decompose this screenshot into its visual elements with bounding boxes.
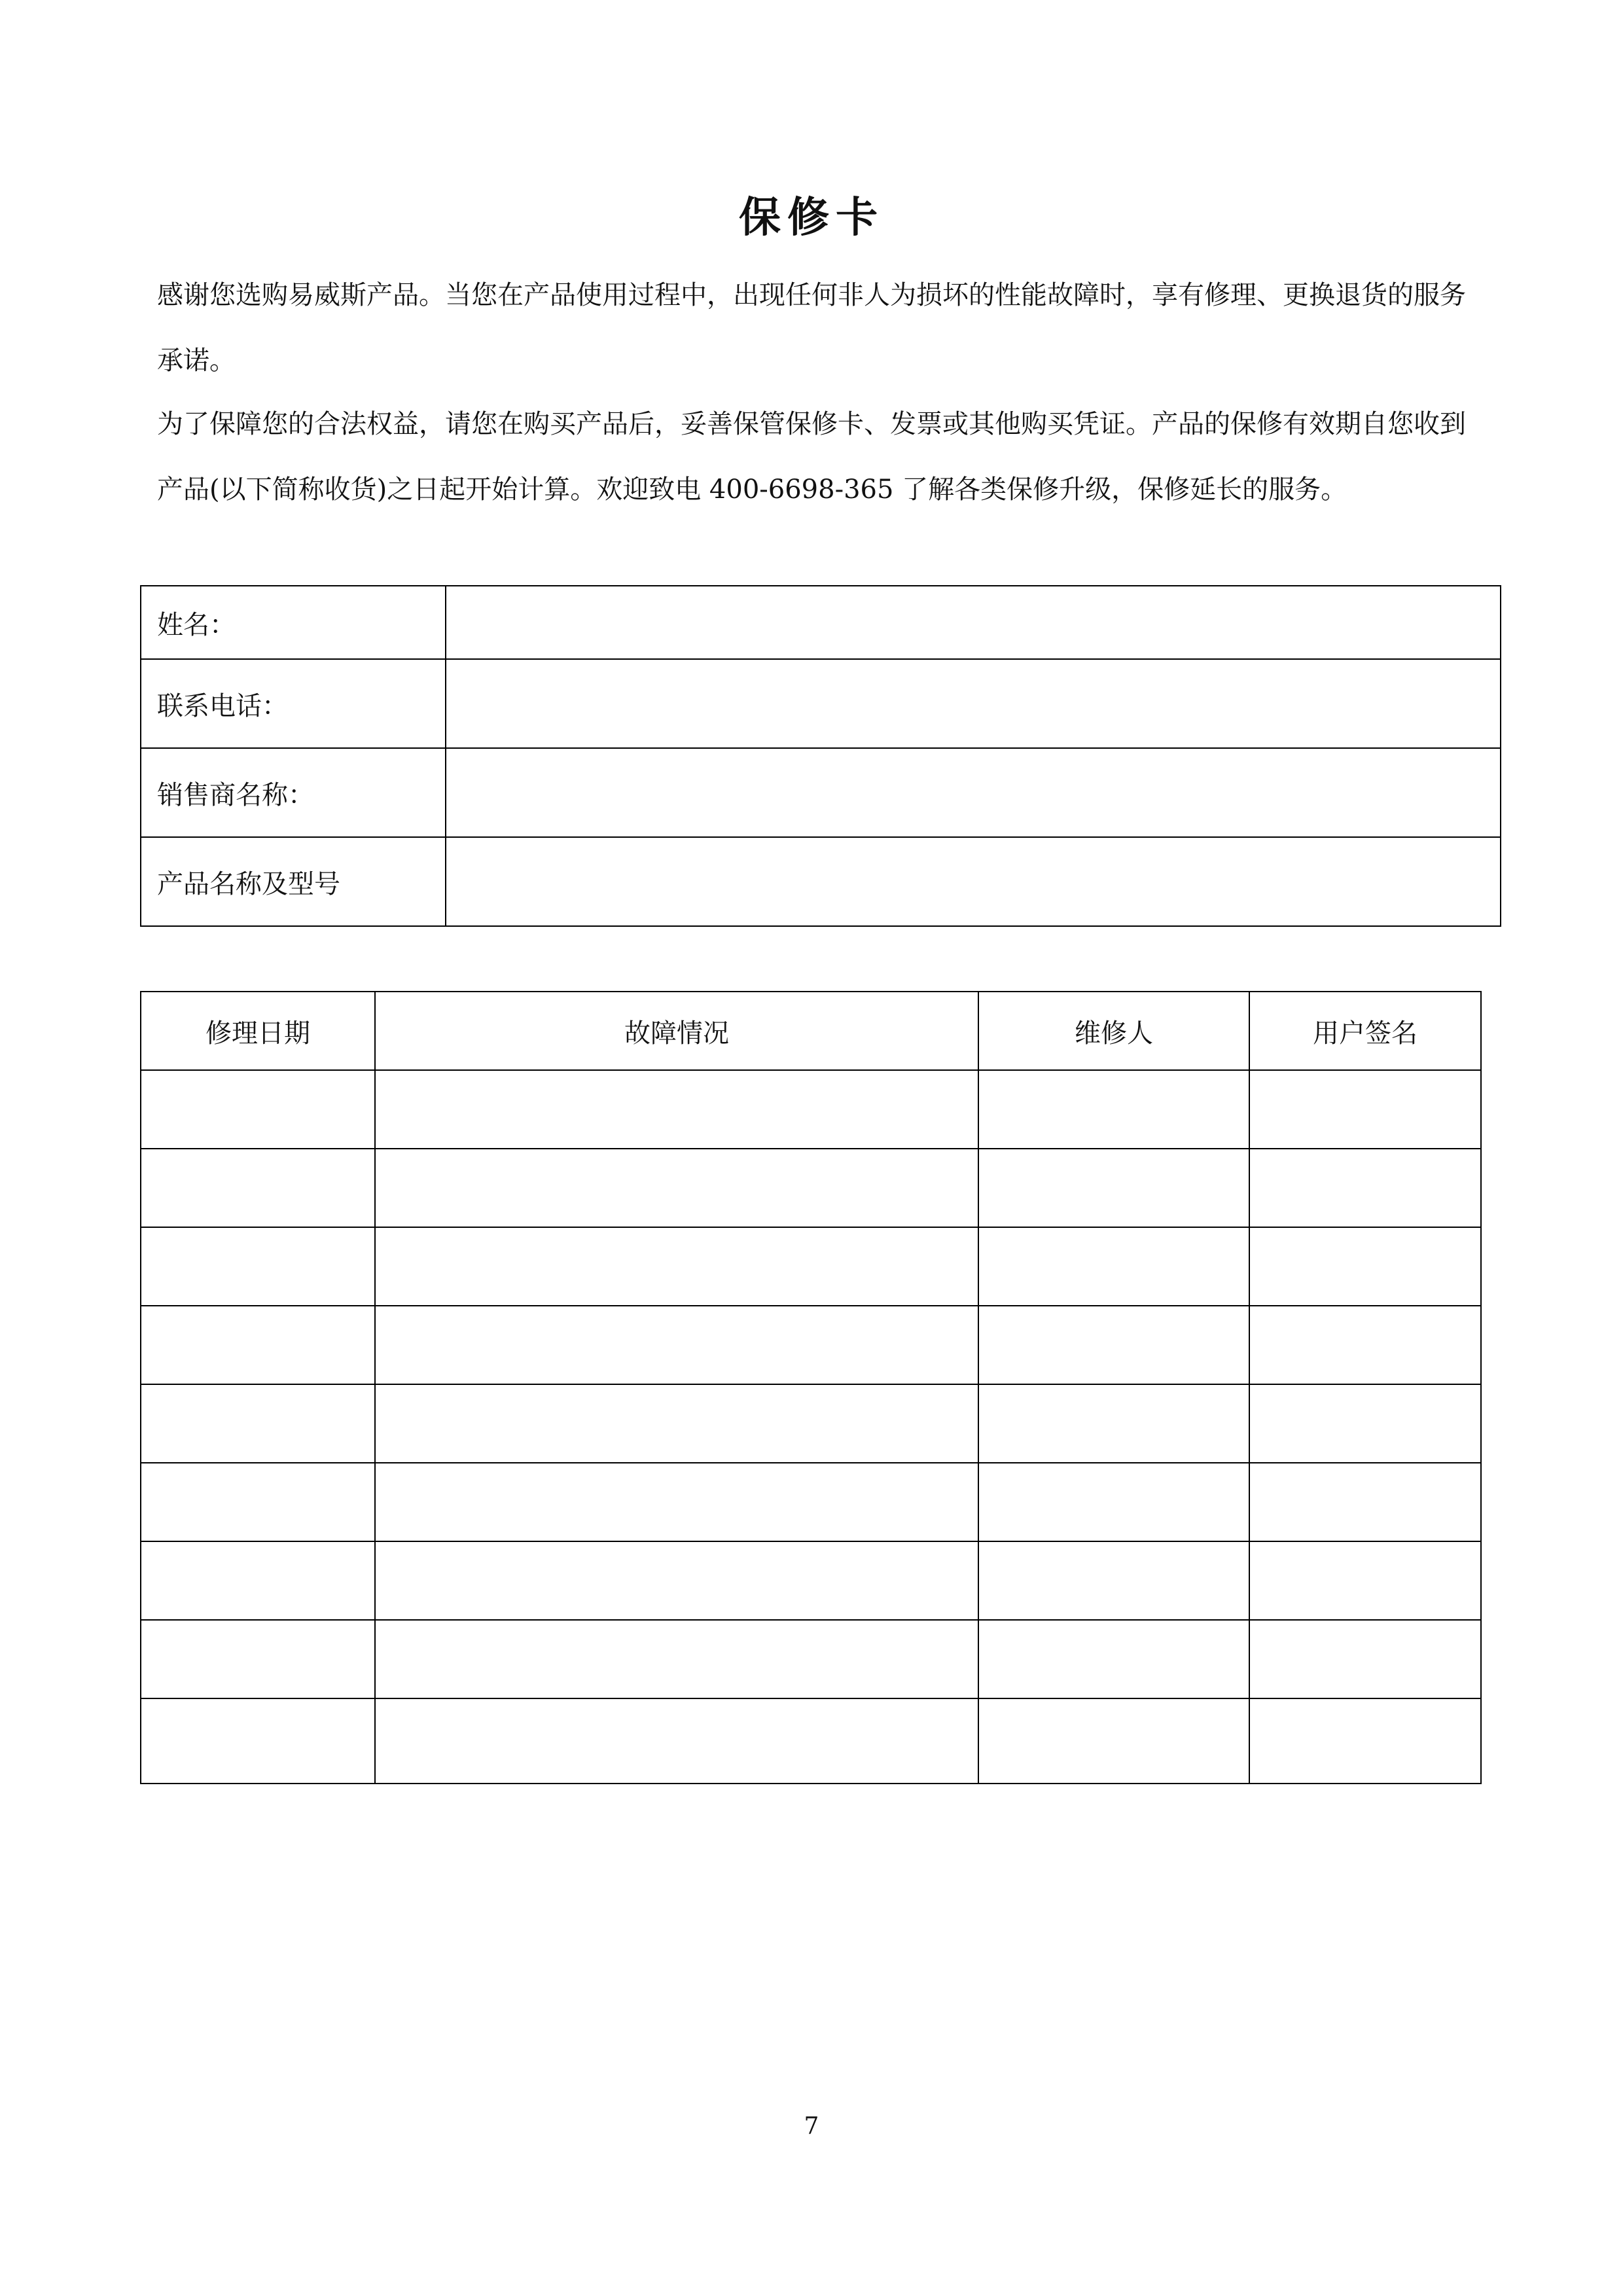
fault-description-cell[interactable] bbox=[375, 1463, 978, 1541]
fault-description-header: 故障情况 bbox=[375, 992, 978, 1070]
repair-date-cell[interactable] bbox=[141, 1620, 375, 1698]
rights-paragraph: 为了保障您的合法权益，请您在购买产品后，妥善保管保修卡、发票或其他购买凭证。产品的保修有效期自您收到产品(以下简称收货)之日起开始计算。欢迎致电 400-6698-365 了解各类保修升级，保修延长的服务。 bbox=[157, 409, 1466, 505]
repairer-cell[interactable] bbox=[978, 1541, 1249, 1620]
repairer-cell[interactable] bbox=[978, 1463, 1249, 1541]
dealer-label: 销售商名称： bbox=[141, 748, 446, 837]
dealer-field[interactable] bbox=[446, 748, 1501, 837]
repairer-header: 维修人 bbox=[978, 992, 1249, 1070]
user-signature-cell[interactable] bbox=[1249, 1070, 1481, 1149]
repair-header-row bbox=[141, 992, 1481, 1070]
repair-table-body bbox=[141, 1070, 1481, 1784]
table-row bbox=[141, 1070, 1481, 1149]
repairer-cell[interactable] bbox=[978, 1070, 1249, 1149]
fault-description-cell[interactable] bbox=[375, 1070, 978, 1149]
repair-date-cell[interactable] bbox=[141, 1698, 375, 1784]
product-field[interactable] bbox=[446, 837, 1501, 926]
table-row bbox=[141, 1620, 1481, 1698]
table-row bbox=[141, 1149, 1481, 1227]
table-row bbox=[141, 1463, 1481, 1541]
table-row bbox=[141, 1306, 1481, 1384]
fault-description-cell[interactable] bbox=[375, 1620, 978, 1698]
fault-description-cell[interactable] bbox=[375, 1541, 978, 1620]
info-row-name bbox=[141, 586, 1501, 659]
table-row bbox=[141, 1384, 1481, 1463]
info-row-phone bbox=[141, 659, 1501, 748]
repair-date-cell[interactable] bbox=[141, 1384, 375, 1463]
user-signature-cell[interactable] bbox=[1249, 1149, 1481, 1227]
repair-date-cell[interactable] bbox=[141, 1463, 375, 1541]
repairer-cell[interactable] bbox=[978, 1227, 1249, 1306]
fault-description-cell[interactable] bbox=[375, 1384, 978, 1463]
repair-date-header: 修理日期 bbox=[141, 992, 375, 1070]
repairer-cell[interactable] bbox=[978, 1149, 1249, 1227]
user-signature-cell[interactable] bbox=[1249, 1541, 1481, 1620]
intro-paragraph: 感谢您选购易威斯产品。当您在产品使用过程中，出现任何非人为损坏的性能故障时，享有修理、更换退货的服务承诺。 bbox=[157, 280, 1466, 376]
product-label: 产品名称及型号 bbox=[141, 837, 446, 926]
repair-date-cell[interactable] bbox=[141, 1306, 375, 1384]
user-signature-cell[interactable] bbox=[1249, 1384, 1481, 1463]
table-row bbox=[141, 1227, 1481, 1306]
fault-description-cell[interactable] bbox=[375, 1698, 978, 1784]
fault-description-cell[interactable] bbox=[375, 1306, 978, 1384]
repair-date-cell[interactable] bbox=[141, 1227, 375, 1306]
user-signature-cell[interactable] bbox=[1249, 1227, 1481, 1306]
user-signature-cell[interactable] bbox=[1249, 1463, 1481, 1541]
user-signature-cell[interactable] bbox=[1249, 1620, 1481, 1698]
user-signature-header: 用户签名 bbox=[1249, 992, 1481, 1070]
phone-field[interactable] bbox=[446, 659, 1501, 748]
name-label: 姓名： bbox=[141, 586, 446, 659]
info-row-product bbox=[141, 837, 1501, 926]
phone-label: 联系电话： bbox=[141, 659, 446, 748]
info-row-dealer bbox=[141, 748, 1501, 837]
user-signature-cell[interactable] bbox=[1249, 1306, 1481, 1384]
repairer-cell[interactable] bbox=[978, 1698, 1249, 1784]
table-row bbox=[141, 1698, 1481, 1784]
customer-info-table bbox=[140, 585, 1501, 927]
page-title: 保修卡 bbox=[739, 194, 884, 242]
name-field[interactable] bbox=[446, 586, 1501, 659]
repairer-cell[interactable] bbox=[978, 1620, 1249, 1698]
fault-description-cell[interactable] bbox=[375, 1149, 978, 1227]
repair-date-cell[interactable] bbox=[141, 1149, 375, 1227]
repair-date-cell[interactable] bbox=[141, 1541, 375, 1620]
fault-description-cell[interactable] bbox=[375, 1227, 978, 1306]
table-row bbox=[141, 1541, 1481, 1620]
user-signature-cell[interactable] bbox=[1249, 1698, 1481, 1784]
page-number: 7 bbox=[804, 2113, 819, 2140]
repair-record-table bbox=[140, 991, 1482, 1784]
repairer-cell[interactable] bbox=[978, 1384, 1249, 1463]
repair-date-cell[interactable] bbox=[141, 1070, 375, 1149]
repairer-cell[interactable] bbox=[978, 1306, 1249, 1384]
